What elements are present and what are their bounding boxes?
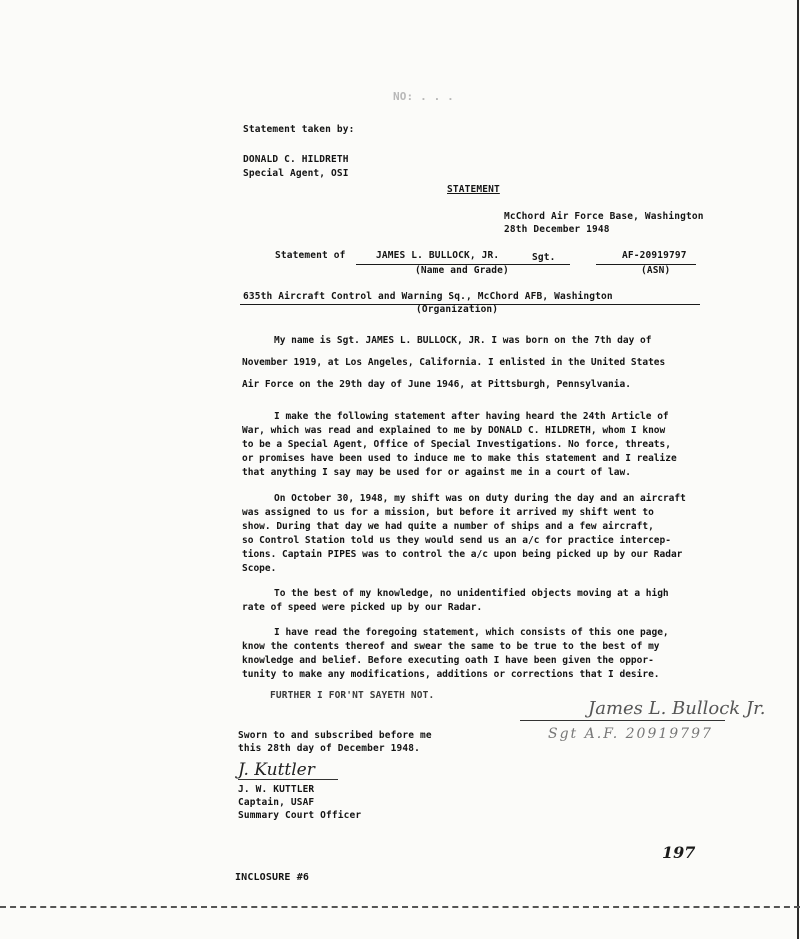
officer-signature: J. Kuttler [238, 760, 315, 780]
paragraph-personal: My name is Sgt. JAMES L. BULLOCK, JR. I was born on the 7th day of November 1919, at Los Angeles, California. I enlisted in the United States Air Force on the 29th day of June 1946, at Pittsburgh, Pennsylvania. [242, 335, 666, 390]
enclosure-label: INCLOSURE #6 [235, 872, 310, 883]
header-mark: NO: . . . [393, 90, 454, 103]
sworn-line-2: this 28th day of December 1948. [238, 743, 420, 754]
statement-of-label: Statement of [275, 250, 346, 261]
serial-caption: (ASN) [641, 265, 671, 276]
further-line: FURTHER I FOR'NT SAYETH NOT. [270, 690, 435, 701]
subject-grade: Sgt. [532, 252, 556, 263]
organization-text: 635th Aircraft Control and Warning Sq., McChord AFB, Washington [243, 291, 613, 302]
sworn-line-1: Sworn to and subscribed before me [238, 730, 432, 741]
scan-edge-bottom [0, 906, 800, 908]
page-number: 197 [662, 843, 696, 862]
agent-title: Special Agent, OSI [243, 168, 349, 179]
document-title: STATEMENT [447, 184, 500, 195]
paragraph-knowledge: To the best of my knowledge, no unidentified objects moving at a high rate of speed were picked up by our Radar. [242, 588, 669, 613]
officer-role: Summary Court Officer [238, 810, 362, 821]
agent-name: DONALD C. HILDRETH [243, 154, 349, 165]
statement-location: McChord Air Force Base, Washington [504, 211, 704, 222]
paragraph-incident: On October 30, 1948, my shift was on duty during the day and an aircraft was assigned to us for a mission, but before it arrived my shift went to show. During that day we had quite a number of ships and a few aircraft, so Control Station told us they would send us an a/c for practice intercep- tions. Captain PIPES was to control the a/c upon being picked up by our Radar Scope. [242, 493, 686, 574]
officer-signature-line [238, 779, 338, 780]
signature-line [520, 720, 725, 721]
officer-rank: Captain, USAF [238, 797, 315, 808]
statement-date: 28th December 1948 [504, 224, 610, 235]
subject-signature-serial: Sgt A.F. 20919797 [548, 726, 713, 742]
paragraph-oath: I have read the foregoing statement, which consists of this one page, know the contents thereof and swear the same to be true to the best of my knowledge and belief. Before executing oath I have been given the oppor- tunity to make any modifications, additions or corrections that I desire. [242, 627, 669, 680]
subject-signature: James L. Bullock Jr. [588, 698, 766, 719]
paragraph-rights: I make the following statement after having heard the 24th Article of War, which was read and explained to me by DONALD C. HILDRETH, whom I know to be a Special Agent, Office of Special Investigations. No force, threats, or promises have been used to induce me to make this statement and I realize that anything I say may be used for or against me in a court of law. [242, 411, 677, 478]
scan-edge-right [797, 0, 799, 939]
name-caption: (Name and Grade) [415, 265, 509, 276]
organization-caption: (Organization) [416, 304, 499, 315]
taken-by-label: Statement taken by: [243, 124, 355, 135]
subject-serial: AF-20919797 [622, 250, 687, 261]
officer-name: J. W. KUTTLER [238, 784, 315, 795]
subject-name: JAMES L. BULLOCK, JR. [376, 250, 500, 261]
